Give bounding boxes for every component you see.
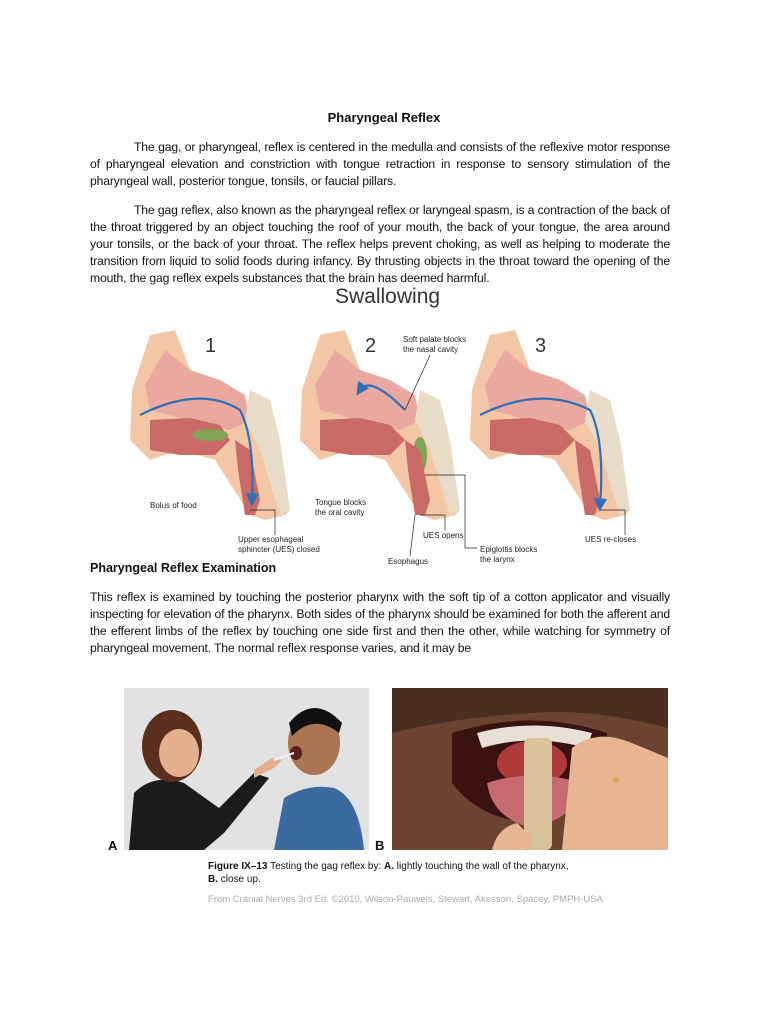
callout-line-esophagus xyxy=(410,515,415,556)
caption-b-text: close up. xyxy=(218,874,261,885)
intro-paragraph-text: The gag, or pharyngeal, reflex is centered in the medulla and consists of the reflexive motor response of pharyngeal elevation and constriction with tongue retraction in response to sensory stimulation of the pharyngeal wall, posterior tongue, tonsils, or faucial pillars. xyxy=(90,140,670,188)
callout-epiglottis-1: Epiglottis blocks xyxy=(480,545,538,554)
swallow-panel-3 xyxy=(470,330,630,520)
swallowing-diagram xyxy=(120,330,650,570)
swallow-panel-1 xyxy=(130,330,290,520)
photo-a-illustration xyxy=(124,688,369,850)
caption-b-label: B. xyxy=(208,874,218,885)
photo-b-illustration xyxy=(392,688,668,850)
callout-soft-palate-1: Soft palate blocks xyxy=(403,335,467,344)
callout-ues-opens: UES opens xyxy=(423,531,464,540)
step-label-3: 3 xyxy=(535,335,547,357)
callout-ues-recloses: UES re-closes xyxy=(585,535,637,544)
caption-line1: Testing the gag reflex by: xyxy=(267,861,385,872)
callout-tongue-1: Tongue blocks xyxy=(315,498,367,507)
callout-epiglottis-2: the larynx xyxy=(480,555,515,564)
gag-reflex-paragraph xyxy=(90,202,670,287)
callout-ues-closed-2: sphincter (UES) closed xyxy=(238,545,320,554)
caption-a-text: lightly touching the wall of the pharynx, xyxy=(394,861,569,872)
diagram-title: Swallowing xyxy=(335,285,441,308)
callout-tongue-2: the oral cavity xyxy=(315,508,365,517)
examination-paragraph: This reflex is examined by touching the posterior pharynx with the soft tip of a cotton applicator and visually inspecting for elevation of the pharynx. Both sides of the pharynx should be examined for both the afferent and the efferent limbs of the reflex by touching one side first and then the other, while watching for symmetry of pharyngeal movement. The normal reflex response varies, and it may be xyxy=(90,590,670,655)
callout-esophagus: Esophagus xyxy=(388,557,429,566)
panel-label-a: A xyxy=(108,838,118,853)
gag-reflex-paragraph-text: The gag reflex, also known as the pharyngeal reflex or laryngeal spasm, is a contraction of the back of the throat triggered by an object touching the roof of your mouth, the back of your tongue, the area around your tonsils, or the back of your throat. The reflex helps prevent choking, as well as helping to moderate the transition from liquid to solid foods during infancy. By thrusting objects in the throat toward the opening of the mouth, the gag reflex expels substances that the brain has deemed harmful. xyxy=(90,203,670,285)
step-label-1: 1 xyxy=(205,335,217,357)
photo-throat-closeup xyxy=(392,688,668,850)
caption-a-label: A. xyxy=(384,861,395,872)
page-title: Pharyngeal Reflex xyxy=(327,110,441,125)
caption-figure-label: Figure IX–13 xyxy=(208,861,268,872)
figure-caption xyxy=(208,860,569,886)
callout-soft-palate-2: the nasal cavity xyxy=(403,345,459,354)
swallow-panel-2 xyxy=(300,330,460,520)
photo-examiner-patient xyxy=(124,688,369,850)
step-label-2: 2 xyxy=(365,335,377,357)
callout-bolus: Bolus of food xyxy=(150,501,197,510)
callout-ues-closed-1: Upper esophageal xyxy=(238,535,304,544)
panel-label-b: B xyxy=(375,838,385,853)
figure-source: From Cranial Nerves 3rd Ed. ©2010, Wilson-Pauwels, Stewart, Akesson, Spacey, PMPH-USA xyxy=(208,894,603,905)
section-title: Pharyngeal Reflex Examination xyxy=(90,561,277,575)
intro-paragraph xyxy=(90,139,670,190)
